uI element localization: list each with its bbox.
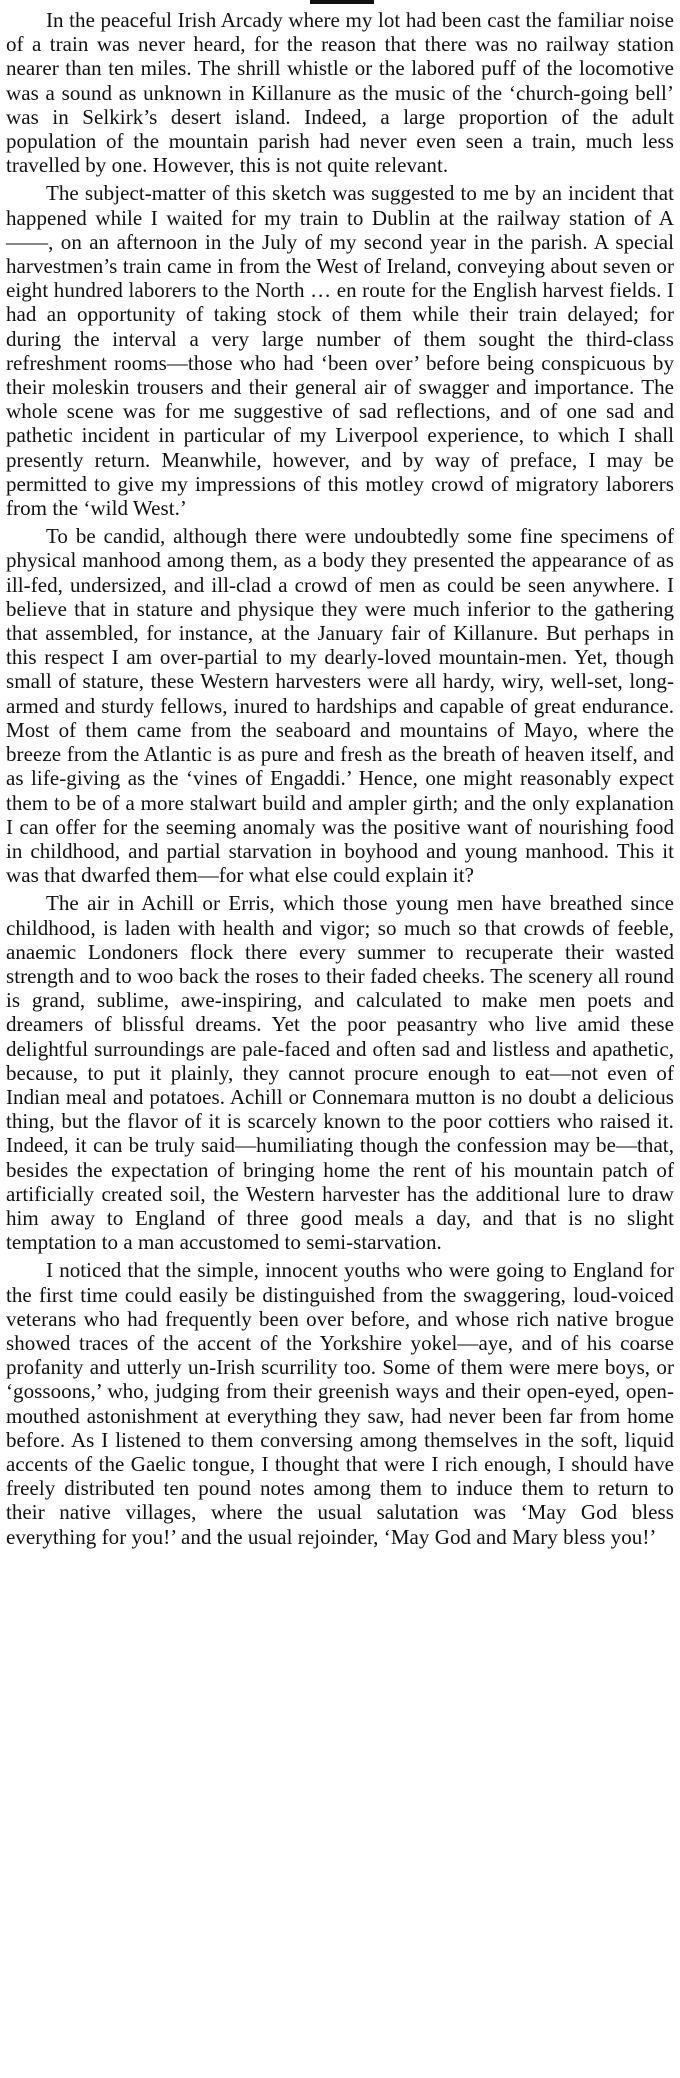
paragraph-2: The subject-matter of this sketch was suggested to me by an incident that happened while I waited for my train to Dublin at the railway station of A——, on an afternoon in the July of my second year in the parish. A special harvestmen’s train came in from the West of Ireland, conveying about seven or eight hundred laborers to the North … en route for the English harvest fields. I had an opportunity of taking stock of them while their train delayed; for during the interval a very large number of them sought the third-class refreshment rooms—those who had ‘been over’ before being conspicuous by their moleskin trousers and their general air of swagger and importance. The whole scene was for me suggestive of sad reflections, and of one sad and pathetic incident in particular of my Liverpool experience, to which I shall presently return. Meanwhile, however, and by way of preface, I may be permitted to give my impressions of this motley crowd of migratory laborers from the ‘wild West.’ <box>6 181 674 521</box>
column-rule <box>310 0 374 4</box>
paragraph-1: In the peaceful Irish Arcady where my lot had been cast the familiar noise of a train was never heard, for the reason that there was no railway station nearer than ten miles. The shrill whistle or the labored puff of the locomotive was a sound as unknown in Killanure as the music of the ‘church-going bell’ was in Selkirk’s desert island. Indeed, a large proportion of the adult population of the mountain parish had never even seen a train, much less travelled by one. However, this is not quite relevant. <box>6 8 674 178</box>
paragraph-4: The air in Achill or Erris, which those young men have breathed since childhood, is laden with health and vigor; so much so that crowds of feeble, anaemic Londoners flock there every summer to recuperate their wasted strength and to woo back the roses to their faded cheeks. The scenery all round is grand, sublime, awe-inspiring, and calculated to make men poets and dreamers of blissful dreams. Yet the poor peasantry who live amid these delightful surroundings are pale-faced and often sad and listless and apathetic, because, to put it plainly, they cannot procure enough to eat—not even of Indian meal and potatoes. Achill or Connemara mutton is no doubt a delicious thing, but the flavor of it is scarcely known to the poor cottiers who raised it. Indeed, it can be truly said—humiliating though the confession may be—that, besides the expectation of bringing home the rent of his mountain patch of artificially created soil, the Western harvester has the additional lure to draw him away to England of three good meals a day, and that is no slight temptation to a man accustomed to semi-starvation. <box>6 891 674 1255</box>
paragraph-5: I noticed that the simple, innocent youths who were going to England for the first time could easily be distinguished from the swaggering, loud-voiced veterans who had frequently been over before, and whose rich native brogue showed traces of the accent of the Yorkshire yokel—aye, and of his coarse profanity and utterly un-Irish scurrility too. Some of them were mere boys, or ‘gossoons,’ who, judging from their greenish ways and their open-eyed, open-mouthed astonishment at everything they saw, had never been far from home before. As I listened to them conversing among themselves in the soft, liquid accents of the Gaelic tongue, I thought that were I rich enough, I should have freely distributed ten pound notes among them to induce them to return to their native villages, where the usual salutation was ‘May God bless everything for you!’ and the usual rejoinder, ‘May God and Mary bless you!’ <box>6 1258 674 1549</box>
article-column <box>6 8 674 1553</box>
paragraph-3: To be candid, although there were undoubtedly some fine specimens of physical manhood among them, as a body they presented the appearance of as ill-fed, undersized, and ill-clad a crowd of men as could be seen anywhere. I believe that in stature and physique they were much inferior to the gathering that assembled, for instance, at the January fair of Killanure. But perhaps in this respect I am over-partial to my dearly-loved mountain-men. Yet, though small of stature, these Western harvesters were all hardy, wiry, well-set, long-armed and sturdy fellows, inured to hardships and capable of great endurance. Most of them came from the seaboard and mountains of Mayo, where the breeze from the Atlantic is as pure and fresh as the breath of heaven itself, and as life-giving as the ‘vines of Engaddi.’ Hence, one might reasonably expect them to be of a more stalwart build and ampler girth; and the only explanation I can offer for the seeming anomaly was the positive want of nourishing food in childhood, and partial starvation in boyhood and young manhood. This it was that dwarfed them—for what else could explain it? <box>6 524 674 888</box>
